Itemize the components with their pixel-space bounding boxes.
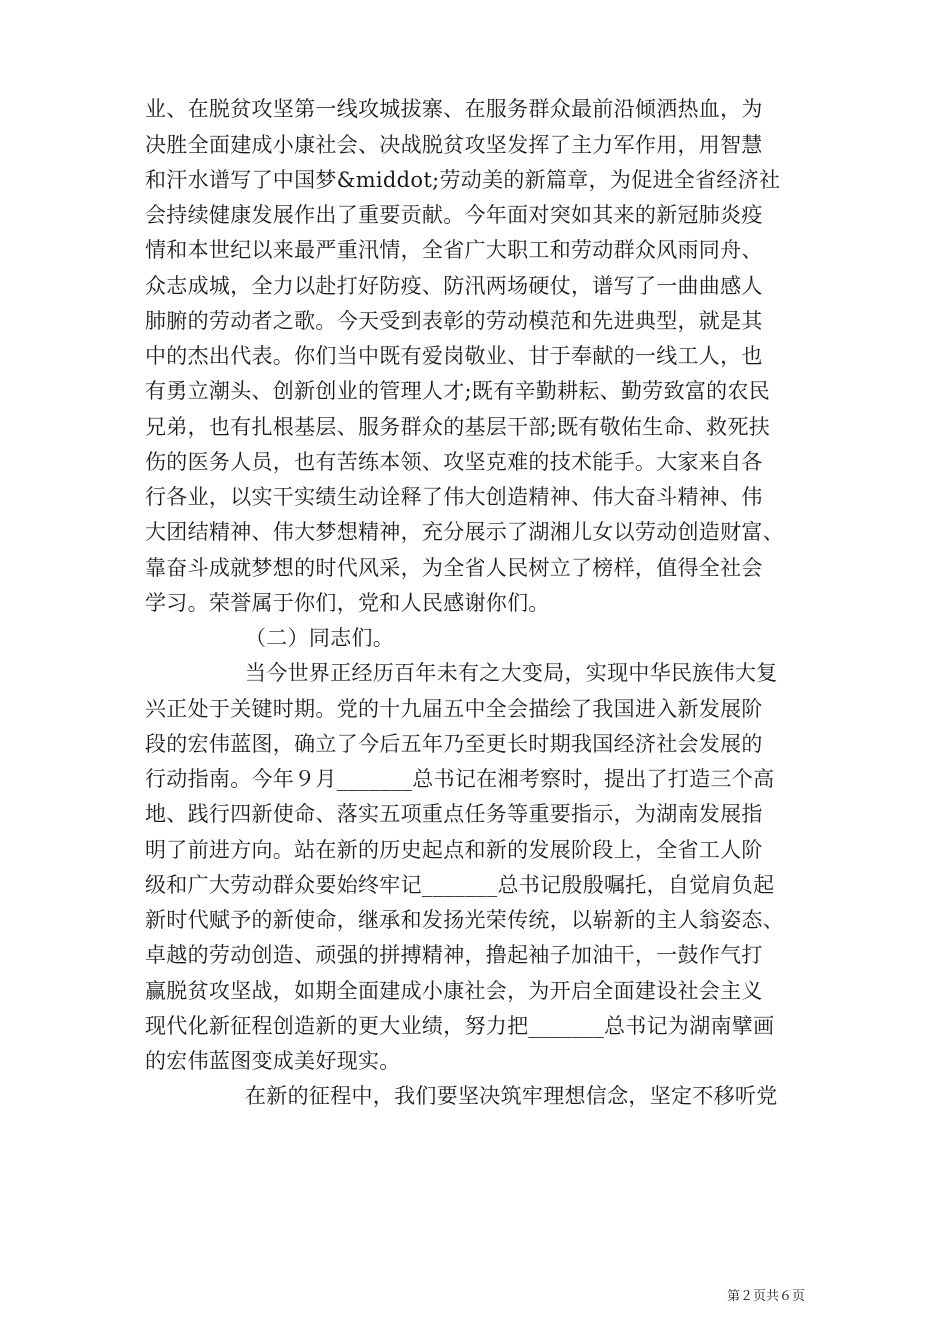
body-text-line: 卓越的劳动创造、顽强的拼搏精神，撸起袖子加油干，一鼓作气打 bbox=[145, 943, 763, 967]
body-text-line: 业、在脱贫攻坚第一线攻城拔寨、在服务群众最前沿倾洒热血，为 bbox=[145, 97, 763, 121]
body-text-line: 中的杰出代表。你们当中既有爱岗敬业、甘于奉献的一线工人，也 bbox=[145, 344, 763, 368]
body-text-line: 学习。荣誉属于你们，党和人民感谢你们。 bbox=[145, 591, 550, 615]
page-number-footer: 第２页共６页 bbox=[726, 1289, 805, 1304]
body-text-line: 兴正处于关键时期。党的十九届五中全会描绘了我国进入新发展阶 bbox=[145, 697, 763, 721]
body-text-line: 兄弟，也有扎根基层、服务群众的基层干部;既有敬佑生命、救死扶 bbox=[145, 415, 771, 439]
paragraph-first-line: 当今世界正经历百年未有之大变局，实现中华民族伟大复 bbox=[245, 661, 778, 685]
body-text-line: 会持续健康发展作出了重要贡献。今年面对突如其来的新冠肺炎疫 bbox=[145, 203, 763, 227]
body-text-line: 明了前进方向。站在新的历史起点和新的发展阶段上，全省工人阶 bbox=[145, 838, 763, 862]
body-text-line: 众志成城，全力以赴打好防疫、防汛两场硬仗，谱写了一曲曲感人 bbox=[145, 274, 763, 298]
body-text-line: 情和本世纪以来最严重汛情，全省广大职工和劳动群众风雨同舟、 bbox=[145, 238, 763, 262]
body-text-line: 地、践行四新使命、落实五项重点任务等重要指示，为湖南发展指 bbox=[145, 802, 763, 826]
body-text-line: 现代化新征程创造新的更大业绩，努力把_______总书记为湖南擘画 bbox=[145, 1014, 775, 1038]
body-text-line: 和汗水谱写了中国梦&middot;劳动美的新篇章，为促进全省经济社 bbox=[145, 168, 781, 192]
body-text-line: 级和广大劳动群众要始终牢记_______总书记殷殷嘱托，自觉肩负起 bbox=[145, 873, 775, 897]
section-heading: （二）同志们。 bbox=[245, 626, 395, 650]
body-text-line: 大团结精神、伟大梦想精神，充分展示了湖湘儿女以劳动创造财富、 bbox=[145, 520, 784, 544]
body-text-line: 行各业，以实干实绩生动诠释了伟大创造精神、伟大奋斗精神、伟 bbox=[145, 485, 763, 509]
body-text-line: 有勇立潮头、创新创业的管理人才;既有辛勤耕耘、勤劳致富的农民 bbox=[145, 379, 771, 403]
body-text-line: 行动指南。今年９月_______总书记在湘考察时，提出了打造三个高 bbox=[145, 767, 775, 791]
paragraph-first-line: 在新的征程中，我们要坚决筑牢理想信念，坚定不移听党 bbox=[245, 1084, 778, 1108]
body-text-line: 肺腑的劳动者之歌。今天受到表彰的劳动模范和先进典型，就是其 bbox=[145, 309, 763, 333]
body-text-line: 伤的医务人员，也有苦练本领、攻坚克难的技术能手。大家来自各 bbox=[145, 450, 763, 474]
body-text-line: 段的宏伟蓝图，确立了今后五年乃至更长时期我国经济社会发展的 bbox=[145, 732, 763, 756]
body-text-line: 靠奋斗成就梦想的时代风采，为全省人民树立了榜样，值得全社会 bbox=[145, 556, 763, 580]
body-text-line: 新时代赋予的新使命，继承和发扬光荣传统，以崭新的主人翁姿态、 bbox=[145, 908, 784, 932]
body-text-line: 的宏伟蓝图变成美好现实。 bbox=[145, 1049, 401, 1073]
body-text-line: 赢脱贫攻坚战，如期全面建成小康社会，为开启全面建设社会主义 bbox=[145, 979, 763, 1003]
body-text-line: 决胜全面建成小康社会、决战脱贫攻坚发挥了主力军作用，用智慧 bbox=[145, 133, 763, 157]
